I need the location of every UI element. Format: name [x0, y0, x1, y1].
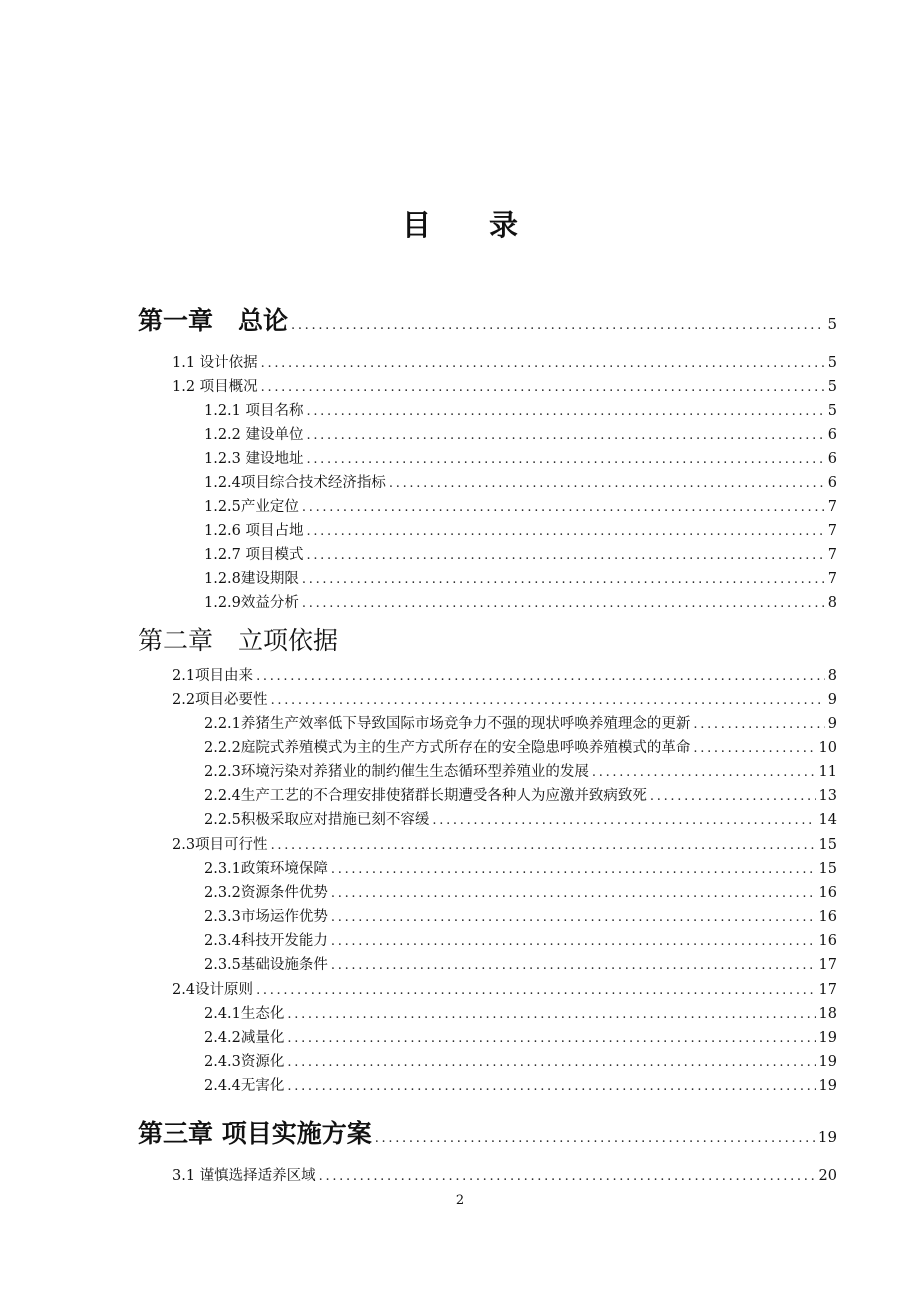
- dot-leader: [287, 1052, 815, 1073]
- toc-entry-2-4-2[interactable]: [204, 1027, 837, 1049]
- dot-leader: [271, 690, 825, 711]
- toc-entry-page: 7: [827, 523, 837, 539]
- dot-leader: [331, 931, 816, 952]
- dot-leader: [271, 835, 816, 856]
- toc-entry-1-2-9[interactable]: [204, 592, 837, 614]
- toc-entry-2-2-4[interactable]: [204, 785, 837, 807]
- toc-entry-1-2[interactable]: [172, 376, 837, 398]
- toc-entry-label: 1.2 项目概况: [172, 379, 258, 395]
- toc-entry-page: 19: [818, 1030, 837, 1046]
- toc-entry-1-2-5[interactable]: [204, 496, 837, 518]
- toc-entry-1-2-7[interactable]: [204, 544, 837, 566]
- dot-leader: [319, 1166, 816, 1187]
- toc-entry-label: 2.3.2资源条件优势: [204, 885, 328, 901]
- toc-entry-label: 1.2.5产业定位: [204, 499, 299, 515]
- toc-entry-label: 2.3.3市场运作优势: [204, 909, 328, 925]
- toc-entry-page: 17: [818, 957, 837, 973]
- toc-entry-1-2-8[interactable]: [204, 568, 837, 590]
- toc-entry-label: 2.3.1政策环境保障: [204, 861, 328, 877]
- toc-entry-label: 1.2.3 建设地址: [204, 451, 304, 467]
- dot-leader: [287, 1076, 815, 1097]
- dot-leader: [432, 810, 815, 831]
- toc-entry-2-3[interactable]: [172, 834, 837, 856]
- dot-leader: [331, 955, 816, 976]
- dot-leader: [693, 714, 824, 735]
- dot-leader: [592, 762, 816, 783]
- toc-entry-label: 2.2.3环境污染对养猪业的制约催生生态循环型养殖业的发展: [204, 764, 589, 780]
- toc-entry-2-2-1[interactable]: [204, 713, 837, 735]
- toc-entry-page: 8: [827, 595, 837, 611]
- toc-entry-2-3-2[interactable]: [204, 882, 837, 904]
- toc-entry-page: 19: [818, 1078, 837, 1094]
- footer-page-number: 2: [455, 1193, 465, 1208]
- dot-leader: [650, 786, 816, 807]
- toc-entry-label: 第二章 立项依据: [138, 626, 339, 655]
- toc-entry-page: 5: [827, 355, 837, 371]
- toc-entry-1-2-6[interactable]: [204, 520, 837, 542]
- toc-entry-2-3-1[interactable]: [204, 858, 837, 880]
- toc-entry-chapter-1[interactable]: [138, 304, 837, 338]
- dot-leader: [307, 521, 825, 542]
- toc-entry-label: 2.2.5积极采取应对措施已刻不容缓: [204, 812, 430, 828]
- toc-entry-label: 2.1项目由来: [172, 668, 254, 684]
- dot-leader: [256, 980, 815, 1001]
- toc-entry-label: 第三章 项目实施方案: [138, 1119, 372, 1148]
- toc-entry-label: 2.4.3资源化: [204, 1054, 285, 1070]
- dot-leader: [302, 497, 825, 518]
- toc-entry-label: 3.1 谨慎选择适养区域: [172, 1168, 316, 1184]
- dot-leader: [307, 425, 825, 446]
- toc-entry-page: 11: [818, 764, 837, 780]
- toc-entry-label: 2.2.1养猪生产效率低下导致国际市场竞争力不强的现状呼唤养殖理念的更新: [204, 716, 691, 732]
- toc-entry-page: 6: [827, 475, 837, 491]
- toc-entry-1-2-1[interactable]: [204, 400, 837, 422]
- toc-entry-2-3-3[interactable]: [204, 906, 837, 928]
- dot-leader: [302, 593, 825, 614]
- toc-entry-label: 1.2.8建设期限: [204, 571, 299, 587]
- toc-entry-label: 1.2.4项目综合技术经济指标: [204, 475, 386, 491]
- dot-leader: [307, 545, 825, 566]
- toc-entry-page: 17: [818, 982, 837, 998]
- toc-entry-page: 5: [827, 403, 837, 419]
- toc-entry-chapter-3[interactable]: [138, 1117, 837, 1151]
- toc-entry-2-3-4[interactable]: [204, 930, 837, 952]
- dot-leader: [287, 1028, 815, 1049]
- toc-entry-label: 1.2.2 建设单位: [204, 427, 304, 443]
- toc-entry-label: 2.3.4科技开发能力: [204, 933, 328, 949]
- dot-leader: [256, 666, 825, 687]
- toc-entry-label: 2.2.2庭院式养殖模式为主的生产方式所存在的安全隐患呼唤养殖模式的革命: [204, 740, 691, 756]
- toc-entry-page: 5: [827, 379, 837, 395]
- toc-entry-page: 16: [818, 933, 837, 949]
- dot-leader: [307, 401, 825, 422]
- toc-entry-label: 1.2.7 项目模式: [204, 547, 304, 563]
- toc-entry-label: 2.4.4无害化: [204, 1078, 285, 1094]
- toc-entry-label: 2.2项目必要性: [172, 692, 268, 708]
- toc-entry-label: 1.2.6 项目占地: [204, 523, 304, 539]
- toc-entry-page: 15: [818, 837, 837, 853]
- toc-entry-label: 1.1 设计依据: [172, 355, 258, 371]
- dot-leader: [291, 309, 824, 338]
- toc-entry-2-4-1[interactable]: [204, 1003, 837, 1025]
- dot-leader: [331, 883, 816, 904]
- toc-entry-page: 8: [827, 668, 837, 684]
- toc-entry-2-3-5[interactable]: [204, 954, 837, 976]
- toc-entry-page: 19: [817, 1128, 837, 1146]
- toc-entry-page: 10: [818, 740, 837, 756]
- toc-entry-label: 2.3.5基础设施条件: [204, 957, 328, 973]
- dot-leader: [302, 569, 825, 590]
- toc-entry-page: 18: [818, 1006, 837, 1022]
- toc-entry-page: 14: [818, 812, 837, 828]
- toc-entry-2-4-4[interactable]: [204, 1075, 837, 1097]
- dot-leader: [261, 353, 825, 374]
- toc-entry-1-2-2[interactable]: [204, 424, 837, 446]
- toc-entry-3-1[interactable]: [172, 1165, 837, 1187]
- toc-entry-2-1[interactable]: [172, 665, 837, 687]
- toc-entry-page: 6: [827, 427, 837, 443]
- toc-entry-page: 20: [818, 1168, 837, 1184]
- toc-entry-2-4[interactable]: [172, 979, 837, 1001]
- page-title: 目录: [401, 208, 576, 242]
- toc-entry-label: 1.2.1 项目名称: [204, 403, 304, 419]
- dot-leader: [287, 1004, 815, 1025]
- toc-entry-page: 6: [827, 451, 837, 467]
- toc-entry-label: 2.2.4生产工艺的不合理安排使猪群长期遭受各种人为应激并致病致死: [204, 788, 647, 804]
- toc-entry-page: 13: [818, 788, 837, 804]
- toc-entry-chapter-2[interactable]: [138, 624, 338, 658]
- toc-entry-2-2-5[interactable]: [204, 809, 837, 831]
- toc-entry-page: 5: [827, 315, 837, 333]
- dot-leader: [693, 738, 815, 759]
- toc-entry-1-2-3[interactable]: [204, 448, 837, 470]
- toc-entry-2-2-2[interactable]: [204, 737, 837, 759]
- toc-entry-page: 9: [827, 692, 837, 708]
- toc-entry-page: 16: [818, 885, 837, 901]
- toc-entry-label: 2.4.2减量化: [204, 1030, 285, 1046]
- toc-entry-page: 7: [827, 571, 837, 587]
- dot-leader: [375, 1122, 815, 1151]
- toc-entry-label: 2.4设计原则: [172, 982, 254, 998]
- toc-entry-2-2-3[interactable]: [204, 761, 837, 783]
- toc-entry-label: 2.3项目可行性: [172, 837, 268, 853]
- toc-entry-page: 7: [827, 547, 837, 563]
- dot-leader: [331, 859, 816, 880]
- toc-entry-label: 第一章 总论: [138, 306, 289, 335]
- dot-leader: [261, 377, 825, 398]
- toc-entry-page: 7: [827, 499, 837, 515]
- toc-entry-2-4-3[interactable]: [204, 1051, 837, 1073]
- toc-entry-page: 9: [827, 716, 837, 732]
- toc-entry-label: 2.4.1生态化: [204, 1006, 285, 1022]
- toc-entry-page: 15: [818, 861, 837, 877]
- toc-entry-label: 1.2.9效益分析: [204, 595, 299, 611]
- toc-entry-page: 19: [818, 1054, 837, 1070]
- toc-entry-1-2-4[interactable]: [204, 472, 837, 494]
- toc-entry-2-2[interactable]: [172, 689, 837, 711]
- toc-entry-1-1[interactable]: [172, 352, 837, 374]
- dot-leader: [307, 449, 825, 470]
- dot-leader: [331, 907, 816, 928]
- toc-entry-page: 16: [818, 909, 837, 925]
- dot-leader: [389, 473, 825, 494]
